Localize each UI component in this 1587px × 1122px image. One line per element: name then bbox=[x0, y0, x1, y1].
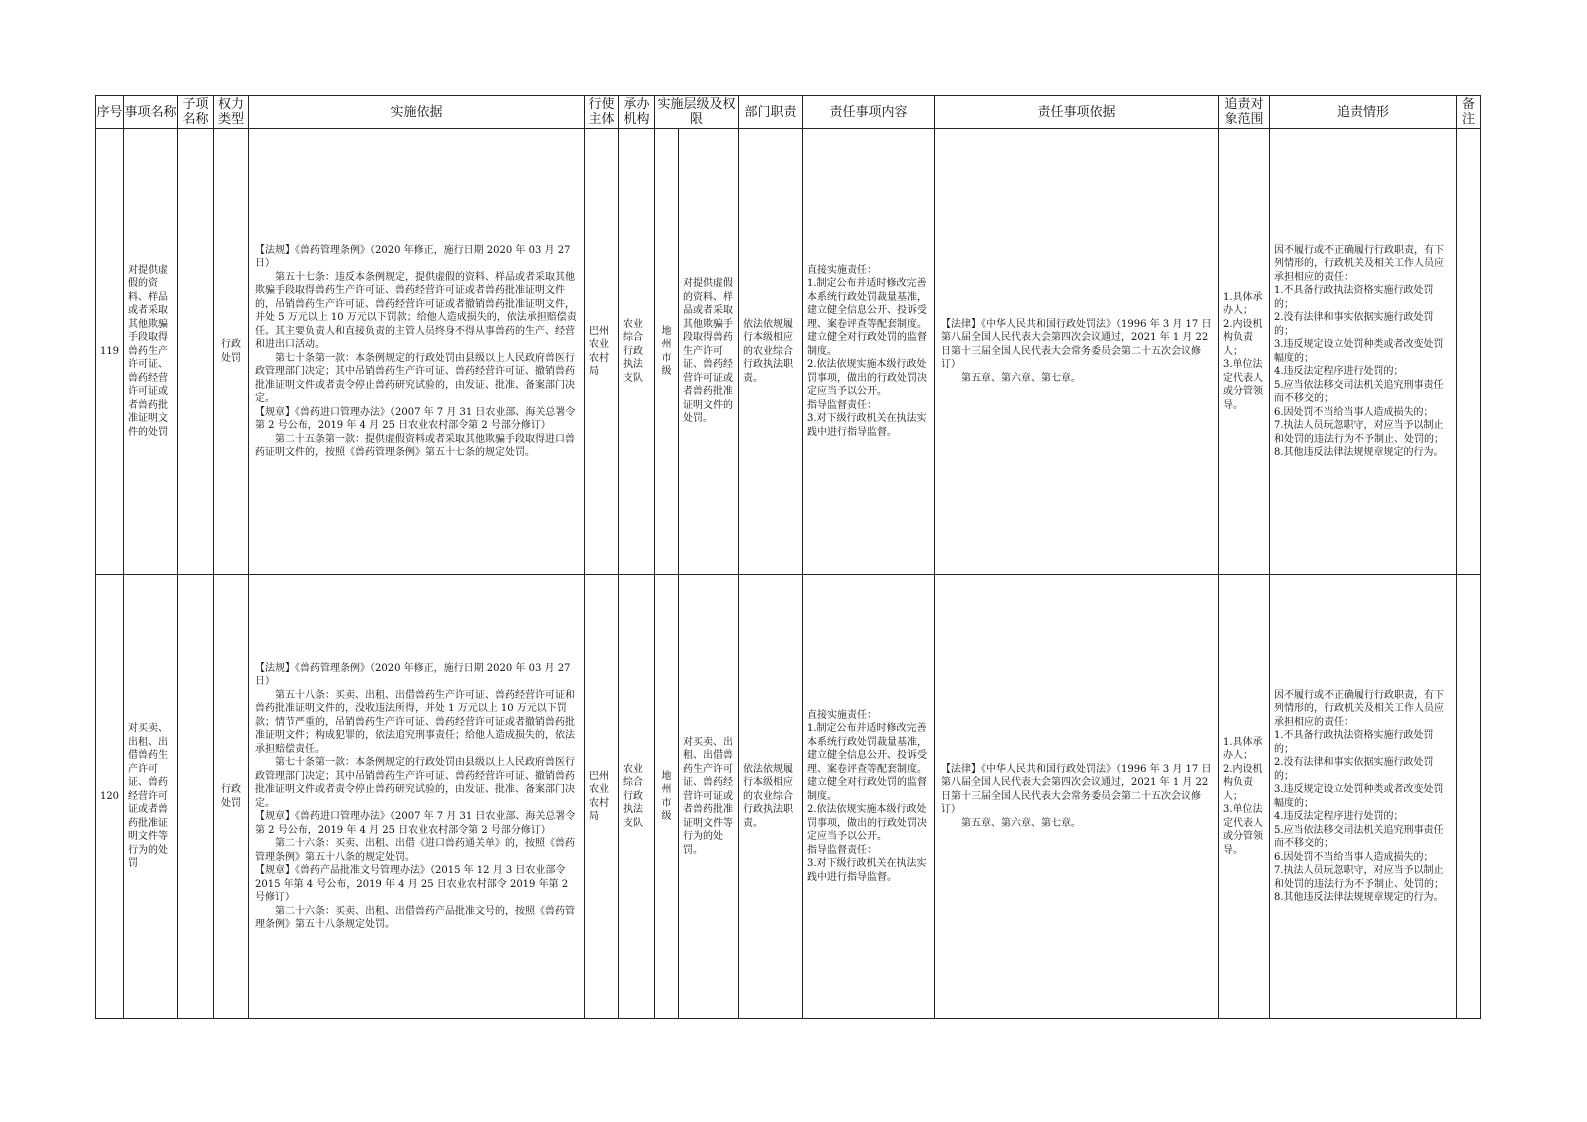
cell-level: 地州市级 bbox=[655, 575, 679, 1019]
basis-line: 【规章】《兽药进口管理办法》（2007 年 7 月 31 日农业部、海关总署令第 2 号公布，2019 年 4 月 25 日农业农村部令第 2 号部分修订） bbox=[255, 406, 576, 431]
resp-basis-line: 第五章、第六章、第七章。 bbox=[961, 817, 1082, 829]
cell-seq: 120 bbox=[96, 575, 124, 1019]
cell-resp-content: 直接实施责任： 1.制定公布并适时修改完善本系统行政处罚裁量基准，建立健全信息公开、投诉受理、案卷评查等配套制度。建立健全对行政处罚的监督制度。 2.依法依规实施本级行政处罚事项，做出的行政处罚决定应当予以公开。 指导监督责任： 3.对下级行政机关在执法实践中进行指导监督。 bbox=[803, 575, 935, 1019]
basis-line: 【法规】《兽药管理条例》（2020 年修正，施行日期 2020 年 03 月 27 日） bbox=[255, 662, 571, 687]
basis-line: 第五十七条：违反本条例规定，提供虚假的资料、样品或者采取其他欺骗手段取得兽药生产许可证、兽药经营许可证或者兽药批准证明文件的，吊销兽药生产许可证、兽药经营许可证或者撤销兽药批准证明文件，并处 5 万元以上 10 万元以下罚款；给他人造成损失的，依法承担赔偿责任。其主要负责人和直接负责的主管人员终身不得从事兽药的生产、经营和进出口活动。 bbox=[255, 271, 577, 350]
cell-sub-item bbox=[178, 575, 214, 1019]
cell-seq: 119 bbox=[96, 129, 124, 575]
cell-scope: 1.具体承办人； 2.内设机构负责人； 3.单位法定代表人或分管领导。 bbox=[1219, 129, 1270, 575]
header-resp-content: 责任事项内容 bbox=[803, 96, 935, 129]
cell-duty: 依法依规履行本级相应的农业综合行政执法职责。 bbox=[739, 129, 803, 575]
header-row bbox=[96, 96, 1481, 129]
resp-basis-line: 第五章、第六章、第七章。 bbox=[961, 372, 1082, 384]
header-scope: 追责对象范围 bbox=[1219, 96, 1270, 129]
header-resp-basis: 责任事项依据 bbox=[935, 96, 1219, 129]
cell-resp-content: 直接实施责任： 1.制定公布并适时修改完善本系统行政处罚裁量基准，建立健全信息公开、投诉受理、案卷评查等配套制度。建立健全对行政处罚的监督制度。 2.依法依规实施本级行政处罚事项，做出的行政处罚决定应当予以公开。 指导监督责任： 3.对下级行政机关在执法实践中进行指导监督。 bbox=[803, 129, 935, 575]
header-level: 实施层级及权限 bbox=[655, 96, 739, 129]
resp-basis-line: 【法律】《中华人民共和国行政处罚法》（1996 年 3 月 17 日第八届全国人民代表大会第四次会议通过，2021 年 1 月 22 日第十三届全国人民代表大会常务委员会第二十五次会议修订） bbox=[941, 318, 1212, 371]
header-seq: 序号 bbox=[96, 96, 124, 129]
basis-line: 【法规】《兽药管理条例》（2020 年修正，施行日期 2020 年 03 月 27 日） bbox=[255, 244, 571, 269]
resp-basis-line: 【法律】《中华人民共和国行政处罚法》（1996 年 3 月 17 日第八届全国人民代表大会第四次会议通过，2021 年 1 月 22 日第十三届全国人民代表大会常务委员会第二十五次会议修订） bbox=[941, 763, 1212, 816]
cell-resp-basis bbox=[935, 129, 1219, 575]
basis-line: 第二十五条第一款：提供虚假资料或者采取其他欺骗手段取得进口兽药证明文件的，按照《兽药管理条例》第五十七条的规定处罚。 bbox=[255, 433, 575, 458]
cell-situation: 因不履行或不正确履行行政职责，有下列情形的，行政机关及相关工作人员应承担相应的责任： 1.不具备行政执法资格实施行政处罚的； 2.没有法律和事实依据实施行政处罚的； 3.违反规定设立处罚种类或者改变处罚幅度的； 4.违反法定程序进行处罚的； 5.应当依法移交司法机关追究刑事责任而不移交的； 6.因处罚不当给当事人造成损失的； 7.执法人员玩忽职守，对应当予以制止和处罚的违法行为不予制止、处罚的； 8.其他违反法律法规规章规定的行为。 bbox=[1270, 575, 1457, 1019]
header-basis: 实施依据 bbox=[249, 96, 585, 129]
basis-line: 【规章】《兽药进口管理办法》（2007 年 7 月 31 日农业部、海关总署令第 2 号公布，2019 年 4 月 25 日农业农村部令第 2 号部分修订） bbox=[255, 811, 576, 836]
cell-subject: 巴州农业农村局 bbox=[585, 575, 619, 1019]
basis-line: 【规章】《兽药产品批准文号管理办法》（2015 年 12 月 3 日农业部令 2015 年第 4 号公布，2019 年 4 月 25 日农业农村部令 2019 年第 2 号修订） bbox=[255, 865, 569, 903]
header-situation: 追责情形 bbox=[1270, 96, 1457, 129]
cell-level-content: 对买卖、出租、出借兽药生产许可证、兽药经营许可证或者兽药批准证明文件等行为的处罚。 bbox=[679, 575, 739, 1019]
cell-item-name: 对提供虚假的资料、样品或者采取其他欺骗手段取得兽药生产许可证、兽药经营许可证或者兽药批准证明文件的处罚 bbox=[124, 129, 178, 575]
header-subject: 行使主体 bbox=[585, 96, 619, 129]
cell-sub-item bbox=[178, 129, 214, 575]
header-agency: 承办机构 bbox=[619, 96, 655, 129]
cell-basis bbox=[249, 129, 585, 575]
cell-resp-basis bbox=[935, 575, 1219, 1019]
header-item-name: 事项名称 bbox=[124, 96, 178, 129]
basis-line: 第七十条第一款：本条例规定的行政处罚由县级以上人民政府兽医行政管理部门决定；其中吊销兽药生产许可证、兽药经营许可证、撤销兽药批准证明文件或者责令停止兽药研究试验的，由发证、批准、备案部门决定。 bbox=[255, 352, 575, 404]
cell-power-type: 行政处罚 bbox=[214, 129, 249, 575]
basis-line: 第二十六条：买卖、出租、出借兽药产品批准文号的，按照《兽药管理条例》第五十八条规定处罚。 bbox=[255, 905, 575, 930]
cell-agency: 农业综合行政执法支队 bbox=[619, 575, 655, 1019]
header-sub-item: 子项名称 bbox=[178, 96, 214, 129]
cell-level-content: 对提供虚假的资料、样品或者采取其他欺骗手段取得兽药生产许可证、兽药经营许可证或者兽药批准证明文件的处罚。 bbox=[679, 129, 739, 575]
header-power-type: 权力类型 bbox=[214, 96, 249, 129]
cell-item-name: 对买卖、出租、出借兽药生产许可证、兽药经营许可证或者兽药批准证明文件等行为的处罚 bbox=[124, 575, 178, 1019]
basis-line: 第五十八条：买卖、出租、出借兽药生产许可证、兽药经营许可证和兽药批准证明文件的，没收违法所得，并处 1 万元以上 10 万元以下罚款；情节严重的，吊销兽药生产许可证、兽药经营许可证或者撤销兽药批准证明文件；构成犯罪的，依法追究刑事责任；给他人造成损失的，依法承担赔偿责任。 bbox=[255, 689, 575, 755]
basis-line: 第七十条第一款：本条例规定的行政处罚由县级以上人民政府兽医行政管理部门决定；其中吊销兽药生产许可证、兽药经营许可证、撤销兽药批准证明文件或者责令停止兽药研究试验的，由发证、批准、备案部门决定。 bbox=[255, 757, 575, 809]
cell-situation: 因不履行或不正确履行行政职责，有下列情形的，行政机关及相关工作人员应承担相应的责任： 1.不具备行政执法资格实施行政处罚的； 2.没有法律和事实依据实施行政处罚的； 3.违反规定设立处罚种类或者改变处罚幅度的； 4.违反法定程序进行处罚的； 5.应当依法移交司法机关追究刑事责任而不移交的； 6.因处罚不当给当事人造成损失的； 7.执法人员玩忽职守，对应当予以制止和处罚的违法行为不予制止、处罚的； 8.其他违反法律法规规章规定的行为。 bbox=[1270, 129, 1457, 575]
cell-level: 地州市级 bbox=[655, 129, 679, 575]
cell-remark bbox=[1457, 575, 1481, 1019]
cell-power-type: 行政处罚 bbox=[214, 575, 249, 1019]
cell-basis bbox=[249, 575, 585, 1019]
header-duty: 部门职责 bbox=[739, 96, 803, 129]
cell-duty: 依法依规履行本级相应的农业综合行政执法职责。 bbox=[739, 575, 803, 1019]
cell-remark bbox=[1457, 129, 1481, 575]
header-remark: 备注 bbox=[1457, 96, 1481, 129]
cell-subject: 巴州农业农村局 bbox=[585, 129, 619, 575]
cell-agency: 农业综合行政执法支队 bbox=[619, 129, 655, 575]
table-row bbox=[96, 129, 1481, 575]
cell-scope: 1.具体承办人； 2.内设机构负责人； 3.单位法定代表人或分管领导。 bbox=[1219, 575, 1270, 1019]
basis-line: 第二十六条：买卖、出租、出借《进口兽药通关单》的，按照《兽药管理条例》第五十八条的规定处罚。 bbox=[255, 838, 575, 863]
power-list-table bbox=[95, 95, 1481, 1019]
table-row bbox=[96, 575, 1481, 1019]
